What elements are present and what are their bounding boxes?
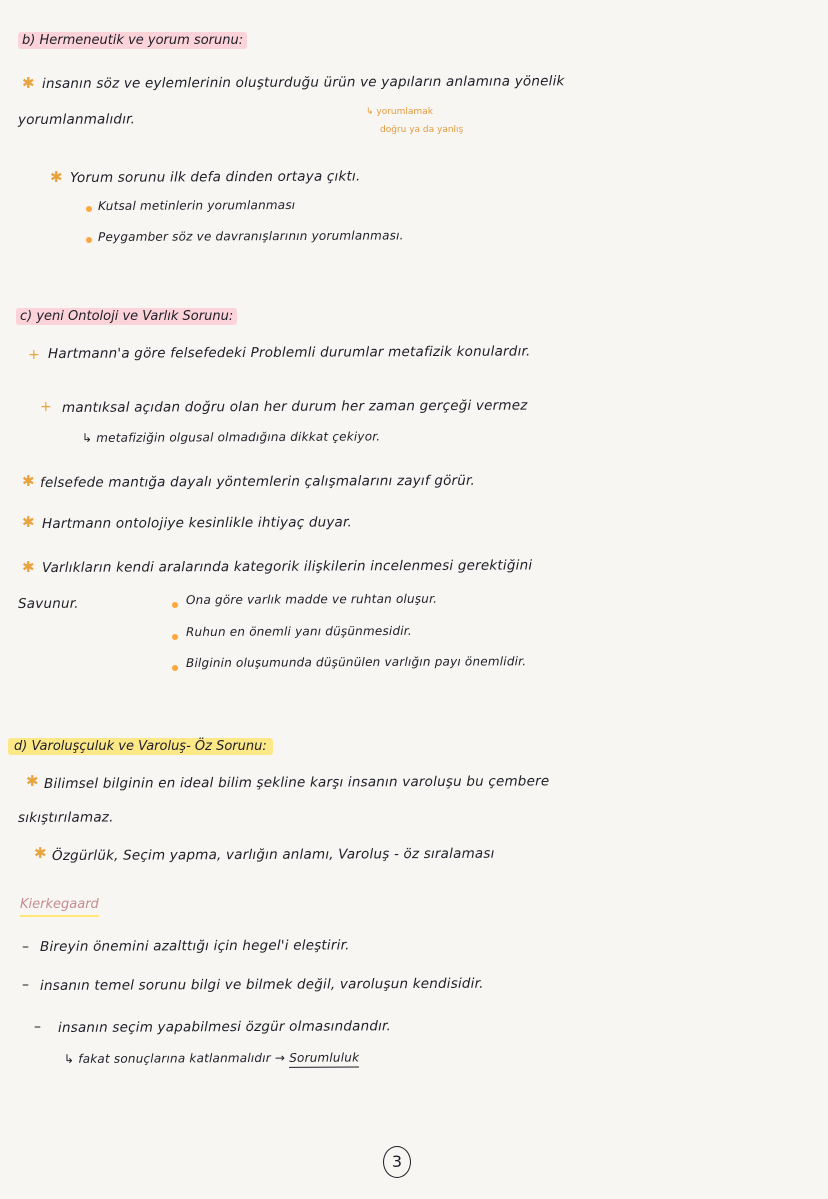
section-b-annotation2: doğru ya da yanlış — [380, 125, 464, 135]
orange-dot-icon — [86, 206, 92, 212]
section-c-heading — [16, 310, 237, 323]
section-c-item4: Hartmann ontolojiye kesinlikle ihtiyaç duyar. — [41, 514, 353, 532]
section-d-item2: Özgürlük, Seçim yapma, varlığın anlamı, Varoluş - öz sıralaması — [51, 845, 495, 864]
section-c-item3: felsefede mantığa dayalı yöntemlerin çalışmalarını zayıf görür. — [39, 472, 476, 491]
section-d-item1-cont: sıkıştırılamaz. — [17, 809, 114, 826]
orange-dot-icon — [86, 237, 92, 243]
asterisk-star-icon: ✱ — [50, 168, 63, 186]
section-b-bullet1: Kutsal metinlerin yorumlanması — [97, 197, 296, 213]
section-c-bullet2: Ruhun en önemli yanı düşünmesidir. — [185, 623, 412, 639]
asterisk-star-icon: ✱ — [26, 772, 39, 790]
section-c-bullet3: Bilginin oluşumunda düşünülen varlığın payı önemlidir. — [185, 654, 527, 670]
dash-icon: + — [40, 399, 52, 415]
section-c-item2-note: ↳ metafiziğin olgusal olmadığına dikkat çekiyor. — [81, 429, 381, 445]
asterisk-star-icon: ✱ — [34, 844, 47, 862]
kierkegaard-item3: insanın seçim yapabilmesi özgür olmasındandır. — [57, 1018, 392, 1036]
kierkegaard-heading-text: Kierkegaard — [20, 897, 99, 917]
section-c-item1: Hartmann'a göre felsefedeki Problemli durumlar metafizik konulardır. — [47, 343, 531, 362]
section-d-heading-text: d) Varoluşçuluk ve Varoluş- Öz Sorunu: — [8, 738, 273, 755]
section-b-line1-cont: yorumlanmalıdır. — [17, 111, 136, 128]
orange-dot-icon — [172, 634, 178, 640]
section-b-line1: insanın söz ve eylemlerinin oluşturduğu ürün ve yapıların anlamına yönelik — [41, 73, 565, 92]
dash-icon: – — [22, 977, 29, 993]
orange-dot-icon — [172, 602, 178, 608]
orange-dot-icon — [172, 665, 178, 671]
kierkegaard-heading — [20, 895, 99, 911]
section-c-heading-text: c) yeni Ontoloji ve Varlık Sorunu: — [16, 308, 237, 325]
section-b-annotation1: ↳ yorumlamak — [366, 107, 433, 117]
dash-icon: – — [22, 939, 29, 955]
section-d-heading — [8, 740, 273, 753]
section-b-heading — [18, 34, 247, 47]
kierkegaard-item3-note — [64, 1051, 359, 1065]
kierkegaard-item1: Bireyin önemini azalttığı için hegel'i eleştirir. — [39, 937, 350, 955]
asterisk-star-icon: ✱ — [22, 558, 35, 576]
section-c-item5-cont: Savunur. — [17, 595, 79, 612]
page-number: 3 — [383, 1146, 411, 1178]
asterisk-star-icon: ✱ — [22, 74, 35, 92]
dash-icon: + — [28, 347, 40, 363]
section-b-heading-text: b) Hermeneutik ve yorum sorunu: — [18, 32, 247, 49]
asterisk-star-icon: ✱ — [22, 472, 35, 490]
kierkegaard-item2: insanın temel sorunu bilgi ve bilmek değil, varoluşun kendisidir. — [39, 975, 484, 994]
asterisk-star-icon: ✱ — [22, 513, 35, 531]
kierkegaard-item3-note-text: ↳ fakat sonuçlarına katlanmalıdır → — [63, 1050, 286, 1066]
responsibility-underlined: Sorumluluk — [289, 1050, 359, 1067]
section-c-item2: mantıksal açıdan doğru olan her durum her zaman gerçeği vermez — [61, 397, 528, 416]
section-b-bullet2: Peygamber söz ve davranışlarının yorumlanması. — [97, 228, 404, 244]
section-b-line2: Yorum sorunu ilk defa dinden ortaya çıktı. — [69, 168, 361, 186]
section-d-item1: Bilimsel bilginin en ideal bilim şekline karşı insanın varoluşu bu çembere — [43, 773, 550, 792]
section-c-item5: Varlıkların kendi aralarında kategorik ilişkilerin incelenmesi gerektiğini — [41, 557, 533, 576]
section-c-bullet1: Ona göre varlık madde ve ruhtan oluşur. — [185, 591, 438, 607]
dash-icon: – — [34, 1019, 41, 1035]
